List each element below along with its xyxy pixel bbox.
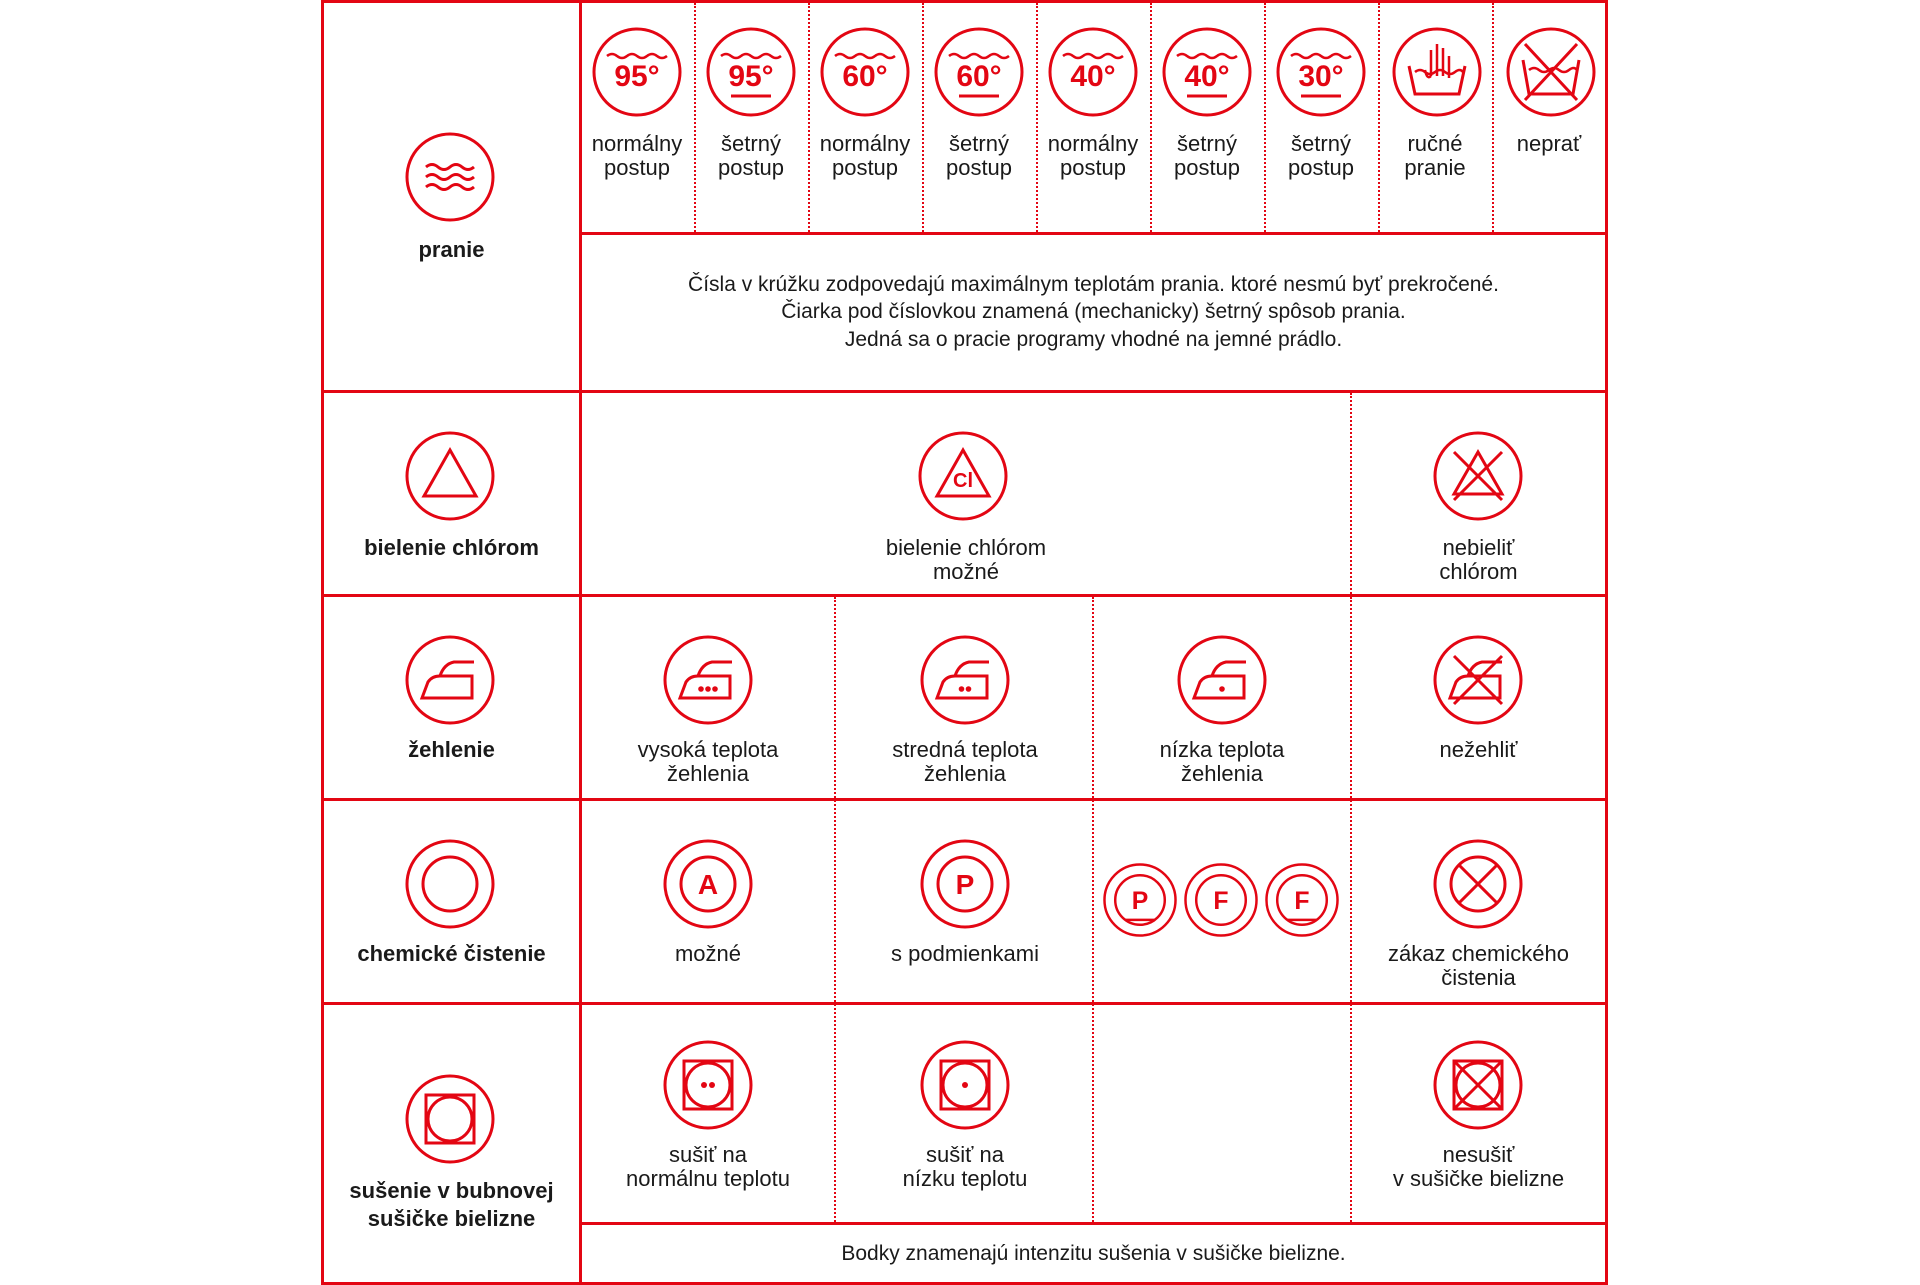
no-dry-clean-icon <box>1432 838 1524 930</box>
tumble-dry-icon <box>404 1073 496 1165</box>
iron-icon <box>404 634 496 726</box>
category-column-divider <box>579 0 582 1285</box>
dry-dot <box>701 1082 707 1088</box>
iron-temp-label: nízka teplota žehlenia <box>1159 737 1285 787</box>
table-border-top <box>321 0 1608 3</box>
table-border-right <box>1605 0 1608 1285</box>
wash-temp-value: 30° <box>1298 60 1344 93</box>
no-wash-label: neprať <box>1516 131 1582 156</box>
cell-divider <box>1150 3 1152 232</box>
no-iron-label: nežehliť <box>1439 737 1518 762</box>
no-tumble-dry-label: nesušiť v sušičke bielizne <box>1392 1142 1565 1192</box>
hand-wash-label: ručné pranie <box>1404 131 1466 181</box>
wash-temp-label: šetrný postup <box>1173 131 1241 181</box>
dry-clean-solvent-icon <box>1102 862 1178 938</box>
no-iron-icon <box>1432 634 1524 726</box>
dry-clean-letter-icon <box>919 838 1011 930</box>
category-label-ironing: žehlenie <box>408 737 495 762</box>
tumble-dry-label: sušiť na nízku teplotu <box>902 1142 1028 1192</box>
iron-temp-label: vysoká teplota žehlenia <box>637 737 779 787</box>
iron-dot <box>959 686 965 692</box>
wash-temp-label: normálny postup <box>1047 131 1139 181</box>
wash-icon <box>404 131 496 223</box>
solvent-letter: F <box>1213 888 1229 916</box>
cell-divider <box>1092 597 1094 1222</box>
iron-dot <box>705 686 711 692</box>
dry-dot <box>962 1082 968 1088</box>
wash-temp-icon <box>591 26 683 118</box>
dry-clean-letter: P <box>955 869 975 900</box>
hand-wash-icon <box>1391 26 1483 118</box>
no-tumble-dry-icon <box>1432 1039 1524 1131</box>
wash-temp-value: 95° <box>728 60 774 93</box>
iron-temp-icon <box>1176 634 1268 726</box>
cell-divider <box>922 3 924 232</box>
category-label-tumble-drying: sušenie v bubnovej sušičke bielizne <box>349 1178 554 1231</box>
dry-clean-label: s podmienkami <box>891 941 1039 966</box>
cell-divider <box>1350 597 1352 1222</box>
wash-temp-value: 60° <box>956 60 1002 93</box>
solvent-letter: F <box>1294 888 1310 916</box>
svg-text:Cl: Cl <box>953 470 973 492</box>
dry-clean-letter: A <box>697 869 719 900</box>
iron-temp-icon <box>662 634 754 726</box>
wash-temp-label: normálny postup <box>591 131 683 181</box>
cell-divider <box>1492 3 1494 232</box>
bleach-allowed-label: bielenie chlórom možné <box>885 535 1047 585</box>
row-divider <box>321 798 1608 801</box>
table-border-left <box>321 0 324 1285</box>
wash-temp-icon <box>705 26 797 118</box>
wash-temp-value: 40° <box>1070 60 1116 93</box>
bleach-triangle-icon <box>404 430 496 522</box>
no-dry-clean-label: zákaz chemického čistenia <box>1388 941 1569 991</box>
chlorine-bleach-icon <box>917 430 1009 522</box>
iron-temp-icon <box>919 634 1011 726</box>
row-divider <box>321 1002 1608 1005</box>
dry-clean-solvent-icon <box>1264 862 1340 938</box>
iron-temp-label: stredná teplota žehlenia <box>892 737 1038 787</box>
washing-note: Čísla v krúžku zodpovedajú maximálnym teplotám prania. ktoré nesmú byť prekročené. Čiarka pod číslovkou znamená (mechanicky) šetrný spôsob prania. Jedná sa o pracie programy vhodné na jemné prádlo. <box>688 273 1499 351</box>
wash-temp-icon <box>933 26 1025 118</box>
iron-dot <box>966 686 972 692</box>
wash-temp-value: 40° <box>1184 60 1230 93</box>
cell-divider <box>808 3 810 232</box>
wash-temp-label: normálny postup <box>819 131 911 181</box>
wash-temp-value: 60° <box>842 60 888 93</box>
row-divider <box>321 594 1608 597</box>
tumble-dry-temp-icon <box>662 1039 754 1131</box>
cell-divider <box>1378 3 1380 232</box>
dry-clean-circle-icon <box>404 838 496 930</box>
wash-temp-label: šetrný postup <box>945 131 1013 181</box>
wash-temp-icon <box>1047 26 1139 118</box>
wash-temp-icon <box>819 26 911 118</box>
wash-temp-label: šetrný postup <box>1287 131 1355 181</box>
dry-clean-letter-icon <box>662 838 754 930</box>
category-label-washing: pranie <box>418 237 485 262</box>
cell-divider <box>834 597 836 1222</box>
cell-divider <box>1036 3 1038 232</box>
wash-temp-icon <box>1275 26 1367 118</box>
tumble-dry-label: sušiť na normálnu teplotu <box>626 1142 790 1192</box>
no-bleach-label: nebieliť chlórom <box>1439 535 1518 585</box>
row-divider <box>321 390 1608 393</box>
category-label-dry-cleaning: chemické čistenie <box>357 941 546 966</box>
tumble-dry-temp-icon <box>919 1039 1011 1131</box>
no-bleach-icon <box>1432 430 1524 522</box>
no-wash-icon <box>1505 26 1597 118</box>
row-divider <box>579 1222 1608 1225</box>
category-label-bleaching: bielenie chlórom <box>364 535 539 560</box>
wash-temp-value: 95° <box>614 60 660 93</box>
dry-dot <box>709 1082 715 1088</box>
dry-clean-label: možné <box>674 941 742 966</box>
dry-clean-solvent-icon <box>1183 862 1259 938</box>
iron-dot <box>712 686 718 692</box>
wash-temp-icon <box>1161 26 1253 118</box>
drying-note: Bodky znamenajú intenzitu sušenia v sušičke bielizne. <box>841 1242 1346 1265</box>
row-divider <box>579 232 1608 235</box>
iron-dot <box>698 686 704 692</box>
solvent-letter: P <box>1131 888 1149 916</box>
cell-divider <box>1264 3 1266 232</box>
iron-dot <box>1219 686 1225 692</box>
cell-divider <box>694 3 696 232</box>
wash-temp-label: šetrný postup <box>717 131 785 181</box>
